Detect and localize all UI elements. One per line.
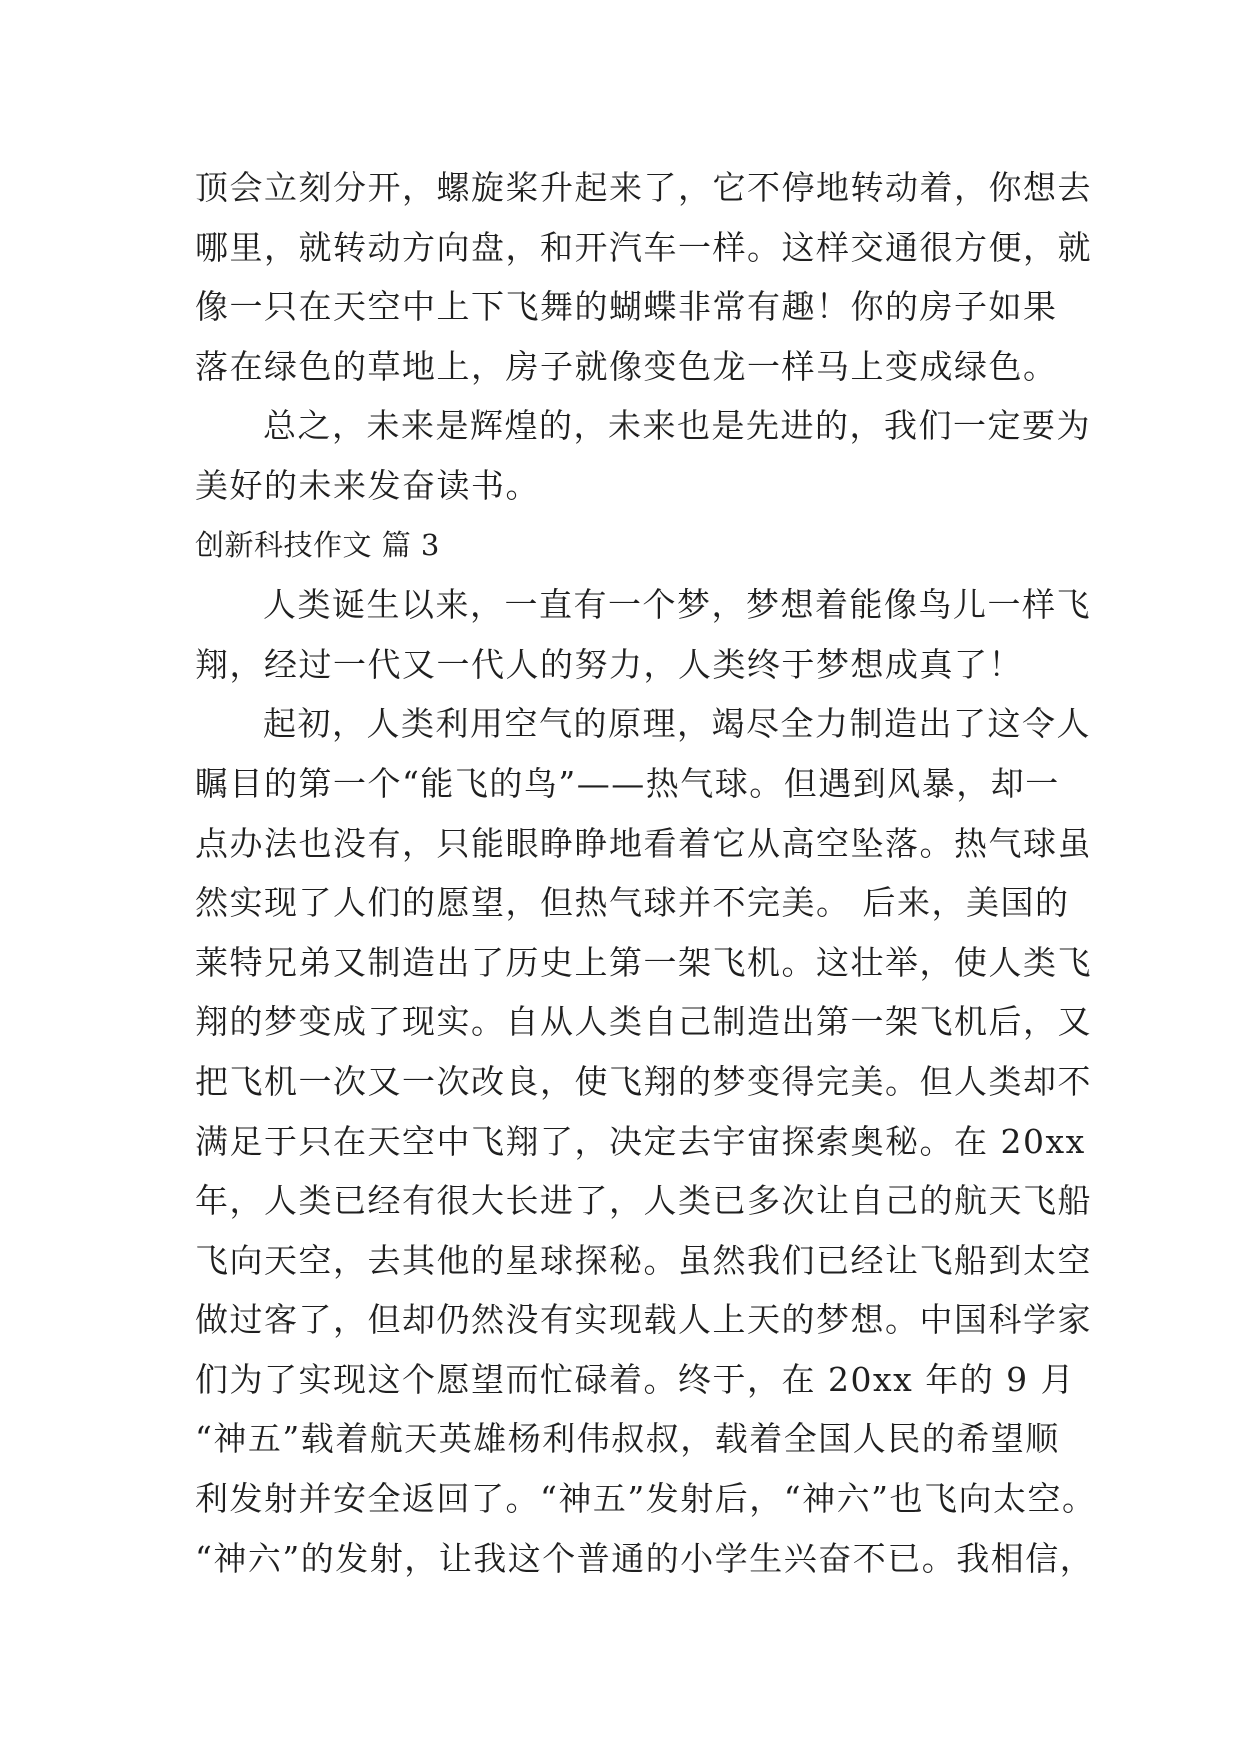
paragraph-line: 莱特兄弟又制造出了历史上第一架飞机。这壮举，使人类飞 [195, 942, 1092, 982]
paragraph-line: 顶会立刻分开，螺旋桨升起来了，它不停地转动着，你想去 [195, 168, 1092, 207]
paragraph-line: 瞩目的第一个“能飞的鸟”——热气球。但遇到风暴，却一 [195, 763, 1060, 803]
paragraph-line: 然实现了人们的愿望，但热气球并不完美。 后来，美国的 [195, 883, 1070, 923]
paragraph-line: “神五”载着航天英雄杨利伟叔叔，载着全国人民的希望顺 [195, 1419, 1060, 1459]
paragraph-line: “神六”的发射，让我这个普通的小学生兴奋不已。我相信， [195, 1538, 1095, 1578]
document-body [195, 158, 1097, 1588]
paragraph-line: 翔，经过一代又一代人的努力，人类终于梦想成真了！ [195, 644, 1023, 684]
paragraph-line: 满足于只在天空中飞翔了，决定去宇宙探索奥秘。在 20xx [195, 1121, 1086, 1161]
section-heading: 创新科技作文 篇 3 [195, 527, 440, 562]
paragraph-line: 翔的梦变成了现实。自从人类自己制造出第一架飞机后，又 [195, 1002, 1092, 1042]
paragraph-line: 做过客了，但却仍然没有实现载人上天的梦想。中国科学家 [195, 1300, 1092, 1340]
paragraph-line: 把飞机一次又一次改良，使飞翔的梦变得完美。但人类却不 [195, 1061, 1092, 1101]
paragraph-line: 利发射并安全返回了。“神五”发射后，“神六”也飞向太空。 [195, 1479, 1097, 1519]
paragraph-line: 美好的未来发奋读书。 [195, 465, 540, 505]
paragraph-line: 年，人类已经有很大长进了，人类已多次让自己的航天飞船 [195, 1181, 1092, 1221]
paragraph-line: 像一只在天空中上下飞舞的蝴蝶非常有趣！你的房子如果 [195, 287, 1058, 327]
paragraph-line: 飞向天空，去其他的星球探秘。虽然我们已经让飞船到太空 [195, 1240, 1092, 1280]
paragraph-line: 落在绿色的草地上，房子就像变色龙一样马上变成绿色。 [195, 346, 1058, 386]
paragraph-line: 总之，未来是辉煌的，未来也是先进的，我们一定要为 [263, 406, 1091, 446]
paragraph-line: 哪里，就转动方向盘，和开汽车一样。这样交通很方便，就 [195, 227, 1092, 267]
paragraph-line: 起初，人类利用空气的原理，竭尽全力制造出了这令人 [263, 704, 1091, 744]
paragraph-line: 人类诞生以来，一直有一个梦，梦想着能像鸟儿一样飞 [263, 585, 1091, 625]
paragraph-line: 点办法也没有，只能眼睁睁地看着它从高空坠落。热气球虽 [195, 823, 1092, 863]
paragraph-line: 们为了实现这个愿望而忙碌着。终于，在 20xx 年的 9 月 [195, 1359, 1076, 1399]
